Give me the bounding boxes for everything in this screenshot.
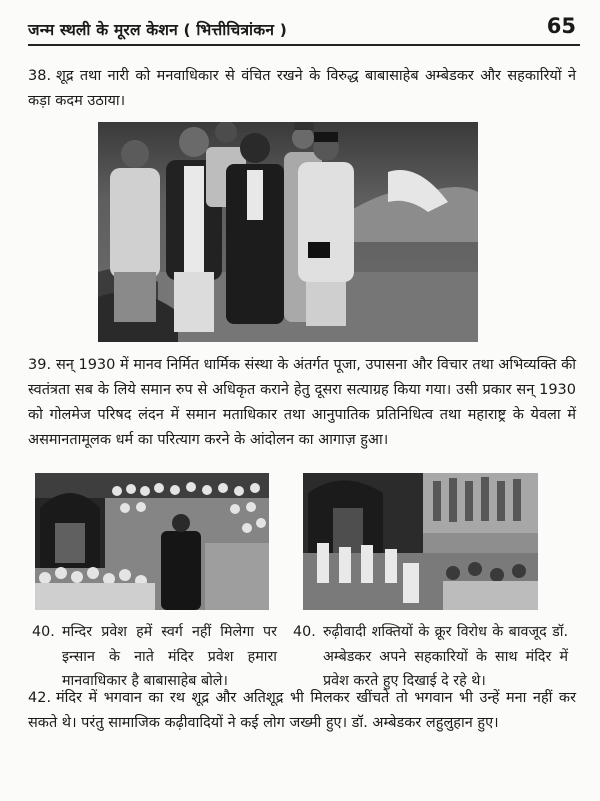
caption-left	[32, 620, 277, 694]
item-text: सन् 1930 में मानव निर्मित धार्मिक संस्था के अंतर्गत पूजा, उपासना और विचार तथा अभिव्यक्ति की स्वतंत्रता सब के लिये समान रुप से अधिकृत कराने हेतु दूसरा सत्याग्रह किया गया। उसी प्रकार सन् 1930 को गोलमेज परिषद लंदन में समान मताधिकार तथा आनुपातिक प्रतिनिधित्व तथा महाराष्ट्र के येवला में असमानतामूलक धर्म का परित्याग करने के आंदोलन का आगाज़ हुआ।	[28, 357, 576, 448]
page-header	[28, 10, 580, 46]
item-text: मन्दिर प्रवेश हमें स्वर्ग नहीं मिलेगा पर इन्सान के नाते मंदिर प्रवेश हमारा मानवाधिकार है बाबासाहेब बोले।	[62, 624, 277, 690]
item-number: 40.	[32, 624, 55, 640]
item-text: मंदिर में भगवान का रथ शूद्र और अतिशूद्र भी मिलकर खींचते तो भगवान भी उन्हें मना नहीं कर सकते थे। परंतु सामाजिक कढ़ीवादियों ने कई लोग जख्मी हुए। डॉ. अम्बेडकर लहुलुहान हुए।	[28, 690, 576, 731]
item-text: शूद्र तथा नारी को मनवाधिकार से वंचित रखने के विरुद्ध बाबासाहेब अम्बेडकर और सहकारियों ने कड़ा कदम उठाया।	[28, 68, 576, 109]
caption-right	[293, 620, 568, 694]
item-text: रुढ़ीवादी शक्तियों के क्रूर विरोध के बावजूद डॉ. अम्बेडकर अपने सहकारियों के साथ मंदिर में प्रवेश करते हुए दिखाई दे रहे थे।	[323, 624, 568, 690]
temple-speech-photo	[35, 473, 269, 610]
item-number: 42.	[28, 690, 52, 706]
page-number: 65	[546, 14, 576, 38]
item-number: 38.	[28, 68, 52, 84]
header-title: जन्म स्थली के मूरल केशन ( भित्तीचित्रांकन )	[28, 21, 288, 39]
item-number: 39.	[28, 357, 52, 373]
item-number: 40.	[293, 624, 316, 640]
paragraph-38	[28, 64, 576, 114]
paragraph-39	[28, 353, 576, 453]
temple-entry-photo	[303, 473, 538, 610]
paragraph-42	[28, 686, 576, 736]
group-photo	[98, 122, 478, 342]
